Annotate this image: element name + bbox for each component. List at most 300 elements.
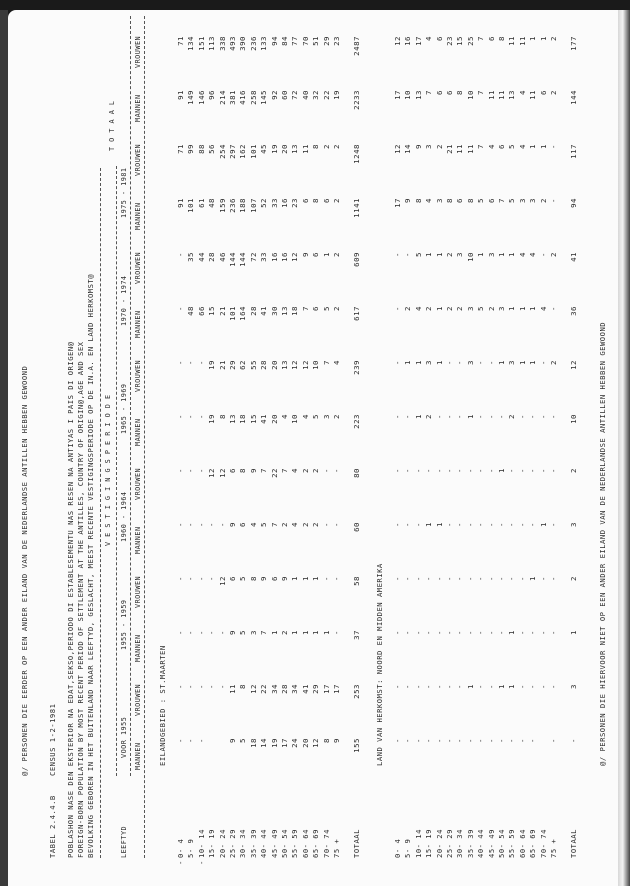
table-cell: 13 [280,306,289,316]
table-cell: - [549,576,558,581]
table-cell: 144 [228,252,237,267]
total-cell: 2 [569,576,579,581]
table-cell: 6 [434,36,444,41]
table-cell: 20 [280,144,289,154]
table-cell: - [465,468,475,473]
table-cell: - [528,522,538,527]
table-cell: 6 [321,198,331,203]
table-cell: 62 [238,360,248,370]
table-cell: 416 [238,90,248,105]
age-label: 70- 74 [538,829,548,858]
table-cell: 77 [290,36,300,46]
table-cell: 6 [538,90,548,95]
age-label: 65- 69 [528,829,538,858]
table-cell: 3 [424,144,434,149]
table-cell: 2 [424,414,434,419]
table-cell: - [196,860,206,865]
sex-header: MANNEN [134,94,142,122]
table-cell: 146 [196,90,206,105]
total-cell: 36 [569,306,579,316]
age-label: 50- 54 [280,829,289,858]
table-cell: 11 [228,684,237,694]
table-cell: - [176,738,185,743]
table-cell: 8 [311,144,321,149]
table-cell: 9 [228,522,237,527]
table-cell: - [424,630,434,635]
table-cell: 236 [248,36,258,51]
table-cell: 17 [393,90,402,100]
table-cell: 46 [217,252,227,262]
table-cell: - [465,576,475,581]
table-cell: 10 [311,360,321,370]
table-cell: 493 [228,36,237,51]
table-cell: 1 [269,630,279,635]
table-cell: - [413,630,423,635]
table-cell: 12 [290,360,300,370]
table-cell: 1 [424,252,434,257]
table-cell: - [403,252,413,257]
title-line-3: BEVOLKING GEBOREN IN HET BUITENLAND NAAR LEEFTYD, GESLACHT, MEEST RECENTE VESTIGINGSPERIODE OP DE IN.A. EN LAND HERKOMST@ [86,273,95,858]
table-cell: 44 [196,252,206,262]
table-cell: - [207,630,217,635]
table-cell: 94 [269,36,279,46]
title-line-1: POBLASHON NASE DEN EKSTERIOR NA EDAT,SEKSO,PERIODO DI ESTABLESEMENTU NAS RESEN NA ANTIYAS I PAIS DI ORIGEN@ [66,341,75,858]
group-header: V E S T I G I N G S P E R I O D E [104,394,112,546]
table-cell: 12 [393,144,402,154]
table-cell: 70 [300,36,310,46]
table-cell: 1 [434,306,444,311]
table-cell: - [455,576,465,581]
table-cell: 2 [311,522,321,527]
age-label: 0- 4 [393,838,402,858]
table-cell: - [176,860,185,865]
table-cell: 8 [455,90,465,95]
table-cell: 6 [228,468,237,473]
table-cell: 2 [311,468,321,473]
table-cell: 4 [517,252,527,257]
table-cell: 14 [259,738,269,748]
table-cell: - [549,630,558,635]
table-cell: - [445,468,454,473]
table-cell: 21 [217,306,227,316]
table-cell: 30 [269,306,279,316]
table-cell: 61 [196,198,206,208]
table-cell: 162 [238,144,248,159]
table-cell: 12 [217,576,227,586]
table-cell: 149 [186,90,196,105]
table-cell: - [393,630,402,635]
table-cell: 91 [176,90,185,100]
divider [100,168,101,858]
table-cell: 1 [434,252,444,257]
table-cell: 11 [528,90,538,100]
table-cell: 2 [332,414,341,419]
age-label: 75 + [332,838,341,858]
total-cell: 10 [569,414,579,424]
table-cell: - [413,576,423,581]
table-cell: - [507,576,517,581]
table-cell: 107 [248,198,258,213]
table-cell: 1 [517,306,527,311]
table-cell: 41 [259,306,269,316]
table-cell: - [176,414,185,419]
table-cell: - [538,414,548,419]
table-cell: - [476,522,486,527]
age-label: 25- 29 [445,829,454,858]
table-cell: 4 [517,144,527,149]
age-label: 5- 9 [186,838,196,858]
table-cell: 6 [445,90,454,95]
table-cell: 8 [321,738,331,743]
table-cell: - [217,630,227,635]
table-cell: - [517,522,527,527]
table-cell: - [455,738,465,743]
table-cell: - [465,738,475,743]
age-label: 20- 24 [217,829,227,858]
table-cell: 1 [300,630,310,635]
table-cell: 5 [311,414,321,419]
table-cell: - [186,414,196,419]
table-cell: 1 [507,306,517,311]
table-cell: 134 [186,36,196,51]
table-cell: 12 [207,468,217,478]
total-cell: 3 [569,684,579,689]
table-cell: - [176,252,185,257]
table-cell: - [476,738,486,743]
table-cell: - [486,684,496,689]
table-cell: - [176,360,185,365]
table-cell: 5 [238,630,248,635]
table-cell: 34 [269,684,279,694]
table-cell: 7 [424,90,434,95]
table-cell: 159 [217,198,227,213]
sex-header: VROUWEN [134,143,142,176]
table-cell: 48 [207,198,217,208]
table-cell: 23 [290,198,300,208]
table-cell: 8 [238,684,248,689]
table-cell: - [517,738,527,743]
divider [116,166,117,776]
table-cell: 2 [332,144,341,149]
footer-note: @/ PERSONEN DIE HIERVOOR NIET OP EEN ANDER EILAND VAN DE NEDERLANDSE ANTILLEN HEBBEN GEWOOND [598,321,607,766]
sex-header: MANNEN [134,310,142,338]
table-cell: 2 [280,630,289,635]
table-cell: - [476,576,486,581]
table-cell: - [528,414,538,419]
table-cell: - [393,306,402,311]
table-cell: 7 [269,522,279,527]
table-cell: 2 [549,252,558,257]
table-cell: 17 [332,684,341,694]
table-cell: 5 [507,198,517,203]
table-cell: - [476,468,486,473]
period-header: 1960 - 1964 [120,491,128,542]
table-cell: 2 [549,360,558,365]
table-cell: 6 [238,522,248,527]
table-cell: 7 [476,90,486,95]
table-cell: - [476,360,486,365]
divider [130,16,131,776]
age-label: 40- 44 [476,829,486,858]
sex-header: MANNEN [134,526,142,554]
table-cell: - [424,738,434,743]
total-cell: 239 [352,360,362,375]
table-cell: 11 [300,144,310,154]
table-cell: - [196,360,206,365]
table-cell: - [393,360,402,365]
table-cell: 101 [186,198,196,213]
table-id: TABEL 2.4.4.B [48,795,57,858]
table-cell: 23 [332,36,341,46]
table-cell: - [507,468,517,473]
table-cell: 3 [455,252,465,257]
table-cell: 8 [217,414,227,419]
table-cell: - [393,252,402,257]
table-cell: - [549,684,558,689]
total-cell: 12 [569,360,579,370]
table-cell: 1 [538,522,548,527]
table-cell: 4 [332,360,341,365]
table-cell: - [196,630,206,635]
table-cell: 9 [228,630,237,635]
table-cell: - [517,630,527,635]
table-cell: - [497,576,506,581]
total-cell: 60 [352,522,362,532]
table-cell: 8 [413,198,423,203]
table-cell: - [497,630,506,635]
table-cell: 33 [259,252,269,262]
table-cell: 9 [300,252,310,257]
table-cell: 16 [403,36,413,46]
total-cell: 2 [569,468,579,473]
table-cell: 12 [300,360,310,370]
table-cell: - [403,468,413,473]
table-cell: 151 [196,36,206,51]
table-cell: 1 [413,414,423,419]
table-cell: 4 [413,306,423,311]
table-cell: 7 [259,468,269,473]
table-cell: - [549,468,558,473]
table-cell: 22 [269,468,279,478]
total-cell: - [569,738,579,743]
table-cell: - [196,684,206,689]
table-cell: 11 [465,144,475,154]
table-cell: 5 [476,198,486,203]
table-cell: 4 [424,198,434,203]
table-cell: 4 [517,90,527,95]
table-cell: 40 [300,90,310,100]
table-cell: - [445,360,454,365]
table-cell: 1 [434,522,444,527]
age-label: 55- 59 [507,829,517,858]
age-label: 50- 54 [497,829,506,858]
table-cell: 2 [434,144,444,149]
table-cell: 5 [413,252,423,257]
table-cell: 10 [465,252,475,262]
table-cell: 84 [280,36,289,46]
table-cell: - [434,576,444,581]
total-cell: 3 [569,522,579,527]
table-cell: - [434,414,444,419]
table-cell: 91 [176,198,185,208]
title-line-2: FOREIGN-BORN POPULATION BY MOST RECENT PERIOD OF SETTLEMENT AT THE ANTILLES, COUNTRY OF ORIGIN@,AGE AND SEX [76,341,85,858]
age-label: 5- 9 [403,838,413,858]
table-cell: - [549,414,558,419]
table-cell: 3 [248,630,258,635]
table-cell: 6 [455,198,465,203]
table-cell: 17 [280,738,289,748]
table-cell: - [186,684,196,689]
table-cell: 1 [528,360,538,365]
table-cell: - [321,522,331,527]
table-cell: 7 [280,468,289,473]
table-cell: 28 [259,360,269,370]
table-cell: 144 [238,252,248,267]
age-label: 30- 34 [238,829,248,858]
table-cell: 8 [445,198,454,203]
table-cell: - [332,630,341,635]
table-cell: - [176,576,185,581]
table-cell: 1 [290,630,300,635]
table-cell: 1 [497,252,506,257]
table-cell: 20 [269,360,279,370]
table-cell: 20 [269,414,279,424]
table-cell: - [434,630,444,635]
table-cell: 9 [403,198,413,203]
table-cell: - [186,360,196,365]
table-cell: - [549,522,558,527]
table-cell: - [186,468,196,473]
table-cell: 4 [290,468,300,473]
table-cell: - [549,198,558,203]
sex-header: MANNEN [134,634,142,662]
table-cell: 1 [321,252,331,257]
table-cell: 5 [238,738,248,743]
sex-header: VROUWEN [134,359,142,392]
table-cell: 11 [507,36,517,46]
table-cell: 28 [207,252,217,262]
table-cell: 7 [300,306,310,311]
table-cell: 9 [332,738,341,743]
table-cell: 99 [186,144,196,154]
table-cell: 22 [321,90,331,100]
total-cell: 117 [569,144,579,159]
table-cell: 6 [497,144,506,149]
table-cell: 6 [486,36,496,41]
table-cell: 1 [424,522,434,527]
table-cell: 15 [455,36,465,46]
table-cell: 1 [507,630,517,635]
table-cell: 8 [497,36,506,41]
total-cell: 155 [352,738,362,753]
age-label: 40- 44 [259,829,269,858]
sex-header: VROUWEN [134,575,142,608]
table-cell: - [332,522,341,527]
table-cell: 11 [486,90,496,100]
table-cell: 381 [228,90,237,105]
table-cell: 8 [238,468,248,473]
sex-header: VROUWEN [134,683,142,716]
table-cell: - [403,522,413,527]
table-cell: - [413,684,423,689]
table-cell: 8 [311,198,321,203]
table-cell: 4 [290,522,300,527]
table-cell: 16 [280,198,289,208]
table-cell: 4 [528,252,538,257]
table-cell: 1 [528,36,538,41]
total-cell: 617 [352,306,362,321]
table-cell: - [528,468,538,473]
table-cell: 6 [311,252,321,257]
table-cell: 18 [290,306,300,316]
table-cell: 2 [280,522,289,527]
period-header: 1965 - 1969 [120,383,128,434]
table-cell: 1 [413,360,423,365]
table-cell: - [413,468,423,473]
table-cell: - [528,630,538,635]
table-cell: 113 [207,36,217,51]
table-cell: 52 [259,198,269,208]
table-cell: 1 [300,576,310,581]
period-header: VOOR 1955 [120,716,128,758]
table-cell: 1 [476,252,486,257]
table-cell: 18 [248,738,258,748]
table-cell: 19 [207,414,217,424]
total-cell: 37 [352,630,362,640]
table-cell: 23 [445,36,454,46]
table-cell: 9 [413,144,423,149]
table-cell: - [528,684,538,689]
table-cell: 7 [476,36,486,41]
table-cell: 14 [403,144,413,154]
table-cell: 1 [528,144,538,149]
table-cell: 51 [311,36,321,46]
table-cell: 21 [217,360,227,370]
table-cell: 1 [517,360,527,365]
table-cell: 1 [403,360,413,365]
table-cell: - [393,576,402,581]
table-cell: - [332,576,341,581]
table-cell: 2 [445,252,454,257]
table-cell: 13 [507,90,517,100]
table-cell: 5 [476,306,486,311]
table-cell: - [176,522,185,527]
total-cell: 2233 [352,90,362,110]
table-cell: - [424,576,434,581]
table-cell: 10 [465,90,475,100]
table-cell: - [445,738,454,743]
total-cell: 223 [352,414,362,429]
table-cell: 2 [486,306,496,311]
table-cell: 55 [248,360,258,370]
table-cell: 214 [217,90,227,105]
total-label: TOTAAL [352,829,362,858]
table-cell: - [465,522,475,527]
table-cell: 12 [311,738,321,748]
table-cell: - [486,414,496,419]
table-cell: - [486,522,496,527]
table-cell: - [403,414,413,419]
table-cell: 3 [497,306,506,311]
table-cell: - [393,414,402,419]
table-cell: 29 [321,36,331,46]
table-cell: - [321,576,331,581]
age-label: 15- 19 [207,829,217,858]
total-cell: 2487 [352,36,362,56]
sex-header: VROUWEN [134,251,142,284]
table-cell: - [497,414,506,419]
table-cell: - [393,468,402,473]
